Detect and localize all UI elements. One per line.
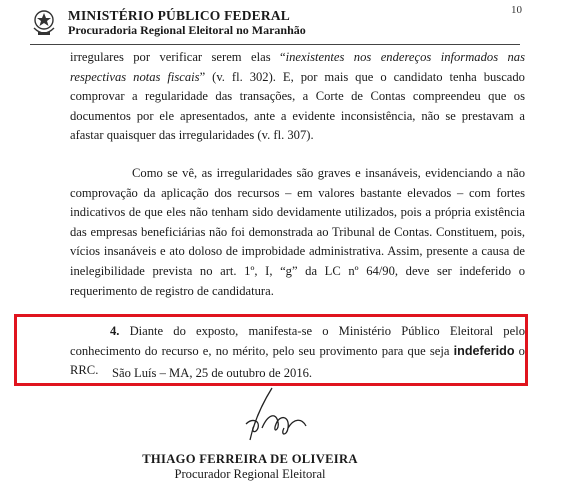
place-date: São Luís – MA, 25 de outubro de 2016.	[112, 366, 313, 380]
coat-of-arms-icon	[30, 8, 58, 38]
paragraph-3-text-a: Diante do exposto, manifesta-se o Ministério Público Eleitoral pelo conhecimento do recurso e, no mérito, pelo seu provimento para que seja	[70, 324, 525, 358]
paragraph-1-text-b: ” (v. fl. 302). E, por mais que o candidato tenha buscado comprovar a regularidade das transações, a Corte de Contas compreendeu que os documentos por ele apresentados, ante a evidente inconsistência, não se prestavam a afastar quaisquer das irregularidades (v. fl. 307).	[70, 69, 525, 143]
paragraph-1-text-a: irregulares por verificar serem elas “	[70, 50, 286, 64]
paragraph-3-bold: indeferido	[453, 343, 515, 358]
document-header	[30, 8, 306, 38]
paragraph-1	[70, 48, 525, 146]
paragraph-3-text-b: o RRC.	[70, 343, 525, 378]
header-text	[68, 9, 306, 37]
handwritten-signature	[232, 384, 322, 444]
paragraph-2: Como se vê, as irregularidades são graves e insanáveis, evidenciando a não comprovação da aplicação dos recursos – em valores bastante elevados – com fortes indicativos de que eles não tenham sido devidamente utilizados, pois a própria existência das empresas beneficiárias não foi demonstrada ao Tribunal de Contas. Constituem, pois, vícios insanáveis e ato doloso de improbidade administrativa. Assim, presente a causa de inelegibilidade prevista no art. 1º, I, “g” da LC nº 64/90, deve ser indeferido o requerimento de registro de candidatura.	[70, 166, 525, 298]
page-number: 10	[511, 4, 522, 16]
org-title: MINISTÉRIO PÚBLICO FEDERAL	[68, 8, 290, 23]
signer-name: THIAGO FERREIRA DE OLIVEIRA	[142, 452, 358, 466]
highlight-box	[14, 314, 528, 386]
signer-role: Procurador Regional Eleitoral	[174, 467, 326, 481]
org-subtitle: Procuradoria Regional Eleitoral no Maranhão	[68, 23, 306, 37]
header-divider	[30, 44, 520, 45]
paragraph-1-quote: inexistentes nos endereços informados nas respectivas notas fiscais	[70, 50, 526, 84]
paragraph-3-number: 4.	[110, 324, 120, 338]
